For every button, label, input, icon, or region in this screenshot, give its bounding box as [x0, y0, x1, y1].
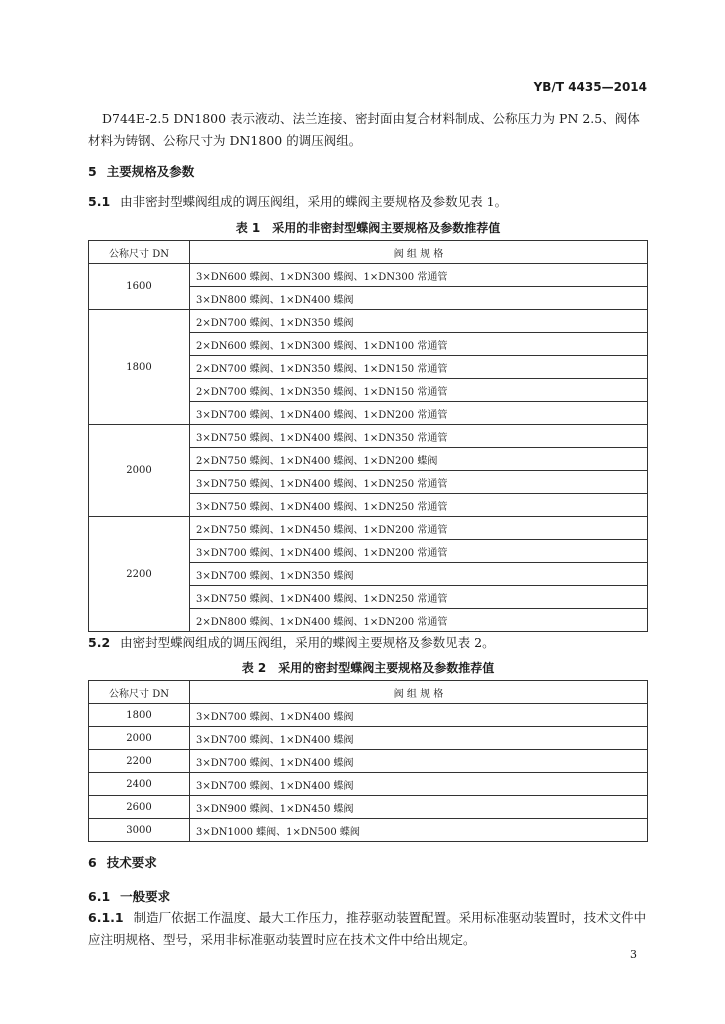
clause-number: 5.1	[88, 194, 111, 209]
valve-spec-cell: 2×DN750 蝶阀、1×DN400 蝶阀、1×DN200 蝶阀	[190, 448, 648, 471]
nominal-size-cell: 2000	[89, 425, 190, 517]
valve-spec-cell: 3×DN700 蝶阀、1×DN400 蝶阀	[190, 750, 648, 773]
clause-5-1	[88, 192, 507, 210]
section-number: 5	[88, 164, 97, 179]
clause-6-1-1	[88, 907, 648, 951]
section-number: 6	[88, 855, 97, 870]
nominal-size-cell: 2000	[89, 727, 190, 750]
valve-spec-cell: 3×DN900 蝶阀、1×DN450 蝶阀	[190, 796, 648, 819]
column-header-size: 公称尺寸 DN	[89, 681, 190, 704]
nominal-size-cell: 2400	[89, 773, 190, 796]
column-header-size: 公称尺寸 DN	[89, 241, 190, 264]
valve-spec-cell: 3×DN800 蝶阀、1×DN400 蝶阀	[190, 287, 648, 310]
table-row	[89, 819, 648, 842]
nominal-size-cell: 1600	[89, 264, 190, 310]
valve-spec-cell: 3×DN700 蝶阀、1×DN400 蝶阀	[190, 773, 648, 796]
valve-spec-cell: 3×DN600 蝶阀、1×DN300 蝶阀、1×DN300 常通管	[190, 264, 648, 287]
valve-spec-cell: 3×DN750 蝶阀、1×DN400 蝶阀、1×DN250 常通管	[190, 586, 648, 609]
section-title: 主要规格及参数	[106, 164, 195, 179]
nominal-size-cell: 2200	[89, 750, 190, 773]
valve-spec-cell: 2×DN600 蝶阀、1×DN300 蝶阀、1×DN100 常通管	[190, 333, 648, 356]
valve-spec-cell: 2×DN700 蝶阀、1×DN350 蝶阀、1×DN150 常通管	[190, 356, 648, 379]
nominal-size-cell: 2200	[89, 517, 190, 632]
valve-spec-cell: 3×DN750 蝶阀、1×DN400 蝶阀、1×DN250 常通管	[190, 471, 648, 494]
table-row	[89, 727, 648, 750]
valve-spec-cell: 3×DN700 蝶阀、1×DN400 蝶阀	[190, 727, 648, 750]
table-row	[89, 425, 648, 448]
clause-text: 制造厂依据工作温度、最大工作压力，推荐驱动装置配置。采用标准驱动装置时，技术文件中应注明规格、型号，采用非标准驱动装置时应在技术文件中给出规定。	[88, 910, 647, 947]
clause-text: 由密封型蝶阀组成的调压阀组，采用的蝶阀主要规格及参数见表 2。	[120, 635, 495, 650]
nominal-size-cell: 3000	[89, 819, 190, 842]
nominal-size-cell: 1800	[89, 704, 190, 727]
column-header-spec: 阀 组 规 格	[190, 681, 648, 704]
valve-spec-cell: 3×DN700 蝶阀、1×DN400 蝶阀	[190, 704, 648, 727]
table-row	[89, 773, 648, 796]
section-6-heading	[88, 853, 157, 871]
valve-spec-cell: 3×DN700 蝶阀、1×DN400 蝶阀、1×DN200 常通管	[190, 540, 648, 563]
section-title: 技术要求	[106, 855, 157, 870]
clause-6-1-heading	[88, 887, 170, 905]
valve-spec-cell: 2×DN700 蝶阀、1×DN350 蝶阀、1×DN150 常通管	[190, 379, 648, 402]
valve-spec-cell: 2×DN700 蝶阀、1×DN350 蝶阀	[190, 310, 648, 333]
table-row	[89, 796, 648, 819]
table-row	[89, 264, 648, 287]
clause-number: 6.1	[88, 889, 111, 904]
valve-spec-cell: 3×DN1000 蝶阀、1×DN500 蝶阀	[190, 819, 648, 842]
valve-spec-cell: 3×DN750 蝶阀、1×DN400 蝶阀、1×DN250 常通管	[190, 494, 648, 517]
table-row	[89, 310, 648, 333]
valve-spec-cell: 3×DN700 蝶阀、1×DN350 蝶阀	[190, 563, 648, 586]
standard-number: YB/T 4435—2014	[533, 80, 647, 94]
table-1	[88, 240, 648, 632]
section-5-heading	[88, 162, 194, 180]
column-header-spec: 阀 组 规 格	[190, 241, 648, 264]
table-2	[88, 680, 648, 842]
table-row	[89, 517, 648, 540]
intro-paragraph: D744E-2.5 DN1800 表示液动、法兰连接、密封面由复合材料制成、公称压力为 PN 2.5、阀体材料为铸钢、公称尺寸为 DN1800 的调压阀组。	[88, 111, 640, 148]
nominal-size-cell: 1800	[89, 310, 190, 425]
clause-number: 5.2	[88, 635, 111, 650]
clause-5-2	[88, 633, 495, 651]
valve-spec-cell: 2×DN750 蝶阀、1×DN450 蝶阀、1×DN200 常通管	[190, 517, 648, 540]
clause-text: 由非密封型蝶阀组成的调压阀组，采用的蝶阀主要规格及参数见表 1。	[120, 194, 508, 209]
valve-spec-cell: 3×DN750 蝶阀、1×DN400 蝶阀、1×DN350 常通管	[190, 425, 648, 448]
page-number: 3	[630, 948, 637, 961]
table-row	[89, 704, 648, 727]
table-2-caption: 表 2 采用的密封型蝶阀主要规格及参数推荐值	[241, 661, 495, 675]
clause-number: 6.1.1	[88, 910, 124, 925]
valve-spec-cell: 3×DN700 蝶阀、1×DN400 蝶阀、1×DN200 常通管	[190, 402, 648, 425]
table-1-caption: 表 1 采用的非密封型蝶阀主要规格及参数推荐值	[235, 221, 501, 235]
clause-title: 一般要求	[120, 889, 171, 904]
table-row	[89, 750, 648, 773]
valve-spec-cell: 2×DN800 蝶阀、1×DN400 蝶阀、1×DN200 常通管	[190, 609, 648, 632]
nominal-size-cell: 2600	[89, 796, 190, 819]
